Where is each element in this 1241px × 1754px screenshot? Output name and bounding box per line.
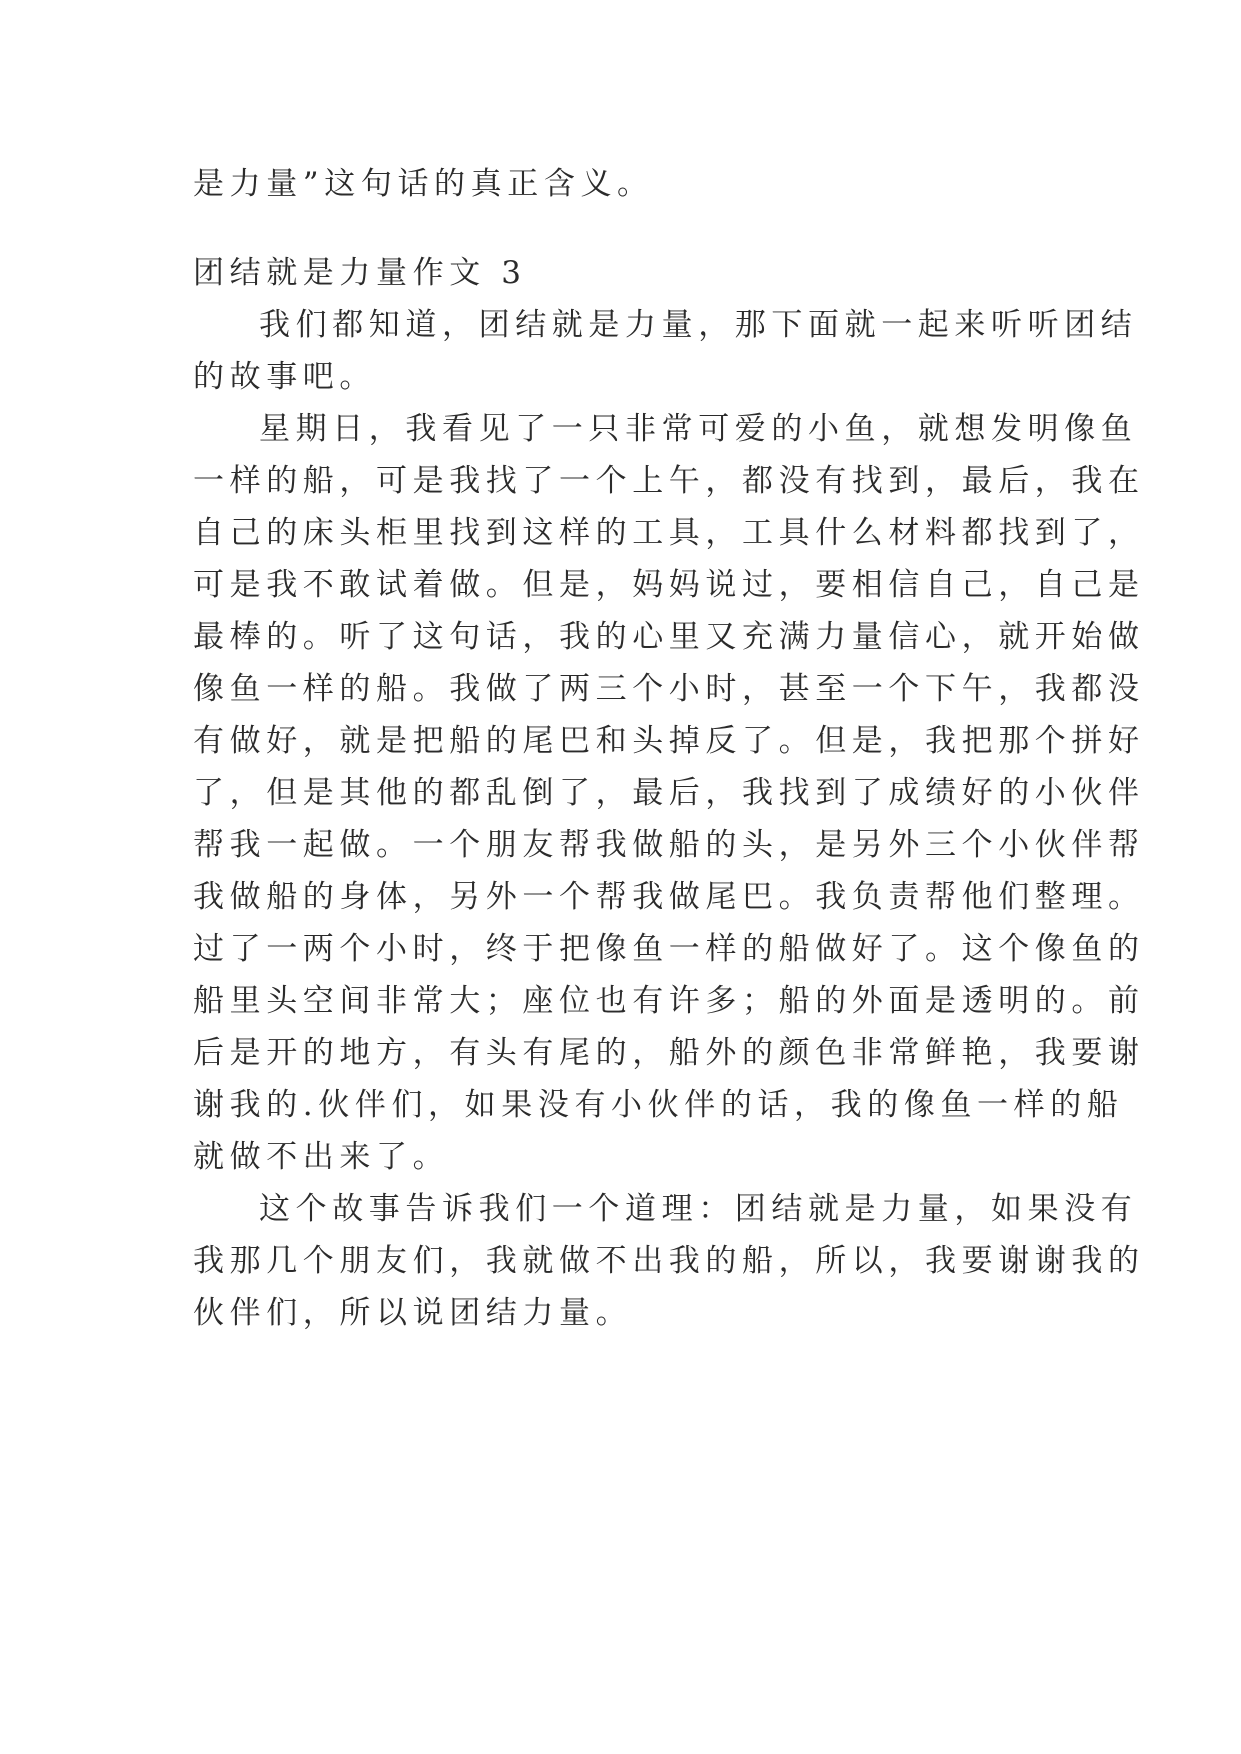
text-line: 我做船的身体，另外一个帮我做尾巴。我负责帮他们整理。: [193, 879, 1145, 915]
text-line: 可是我不敢试着做。但是，妈妈说过，要相信自己，自己是: [193, 567, 1145, 603]
text-line: 了，但是其他的都乱倒了，最后，我找到了成绩好的小伙伴: [193, 775, 1145, 811]
text-line: 星期日，我看见了一只非常可爱的小鱼，就想发明像鱼: [259, 411, 1138, 447]
text-line: 自己的床头柜里找到这样的工具，工具什么材料都找到了，: [193, 515, 1145, 551]
text-line: 过了一两个小时，终于把像鱼一样的船做好了。这个像鱼的: [193, 931, 1145, 967]
text-line: 一样的船，可是我找了一个上午，都没有找到，最后，我在: [193, 463, 1145, 499]
text-line: 后是开的地方，有头有尾的，船外的颜色非常鲜艳，我要谢: [193, 1035, 1145, 1071]
essay-heading: 团结就是力量作文 3: [193, 255, 527, 291]
text-line: 就做不出来了。: [193, 1139, 450, 1175]
text-line: 船里头空间非常大；座位也有许多；船的外面是透明的。前: [193, 983, 1145, 1019]
text-line: 最棒的。听了这句话，我的心里又充满力量信心，就开始做: [193, 619, 1145, 655]
text-line: 伙伴们，所以说团结力量。: [193, 1295, 633, 1331]
text-line: 这个故事告诉我们一个道理：团结就是力量，如果没有: [259, 1191, 1138, 1227]
text-line: 有做好，就是把船的尾巴和头掉反了。但是，我把那个拼好: [193, 723, 1145, 759]
text-line: 的故事吧。: [193, 359, 376, 395]
text-line: 我们都知道，团结就是力量，那下面就一起来听听团结: [259, 307, 1138, 343]
text-line: 我那几个朋友们，我就做不出我的船，所以，我要谢谢我的: [193, 1243, 1145, 1279]
text-line: 帮我一起做。一个朋友帮我做船的头，是另外三个小伙伴帮: [193, 827, 1145, 863]
text-line: 像鱼一样的船。我做了两三个小时，甚至一个下午，我都没: [193, 671, 1145, 707]
continuation-line: 是力量”这句话的真正含义。: [193, 166, 654, 202]
text-line: 谢我的.伙伴们，如果没有小伙伴的话，我的像鱼一样的船: [193, 1087, 1124, 1123]
